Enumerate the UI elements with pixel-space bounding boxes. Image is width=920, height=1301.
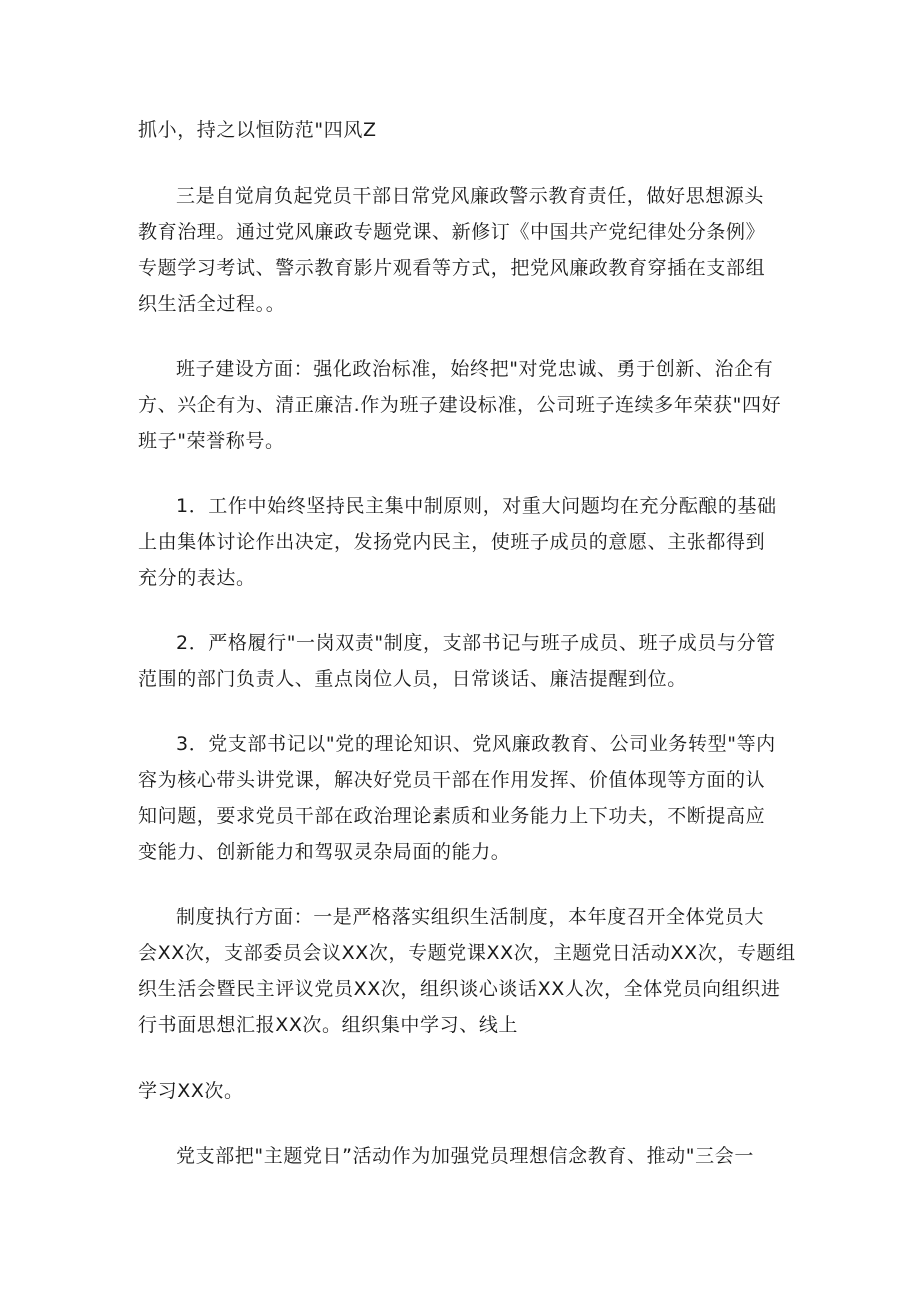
paragraph-line: 容为核心带头讲党课，解决好党员干部在作用发挥、价值体现等方面的认 [138, 769, 766, 791]
paragraph-line: 班子建设方面：强化政治标准，始终把"对党忠诚、勇于创新、治企有 [176, 358, 774, 380]
paragraph-line: 班子"荣誉称号。 [138, 430, 285, 452]
paragraph-line: 行书面思想汇报XX次。组织集中学习、线上 [138, 1014, 519, 1036]
paragraph-line: 3．党支部书记以"党的理论知识、党风廉政教育、公司业务转型"等内 [176, 733, 776, 755]
paragraph-line: 方、兴企有为、清正廉洁.作为班子建设标准，公司班子连续多年荣获"四好 [138, 394, 782, 416]
paragraph-line: 制度执行方面：一是严格落实组织生活制度，本年度召开全体党员大 [176, 906, 765, 928]
paragraph-line: 抓小，持之以恒防范"四风Z [138, 119, 377, 141]
paragraph-line: 专题学习考试、警示教育影片观看等方式，把党风廉政教育穿插在支部组 [138, 257, 766, 279]
paragraph-line: 1．工作中始终坚持民主集中制原则，对重大问题均在充分酝酿的基础 [176, 495, 777, 517]
paragraph-line: 学习XX次。 [138, 1080, 244, 1102]
paragraph-line: 上由集体讨论作出决定，发扬党内民主，使班子成员的意愿、主张都得到 [138, 531, 766, 553]
paragraph-line: 知问题，要求党员干部在政治理论素质和业务能力上下功夫，不断提高应 [138, 805, 766, 827]
paragraph-line: 党支部把"主题党日”活动作为加强党员理想信念教育、推动"三会一 [176, 1145, 754, 1167]
paragraph-line: 2．严格履行"一岗双责"制度，支部书记与班子成员、班子成员与分管 [176, 632, 776, 654]
paragraph-line: 充分的表达。 [138, 567, 256, 589]
paragraph-line: 变能力、创新能力和驾驭灵杂局面的能力。 [138, 841, 511, 863]
paragraph-line: 会XX次，支部委员会议XX次，专题党课XX次，主题党日活动XX次，专题组 [138, 942, 796, 964]
paragraph-line: 织生活全过程。。 [138, 293, 286, 315]
paragraph-line: 教育治理。通过党风廉政专题党课、新修订《中国共产党纪律处分条例》 [138, 221, 766, 243]
paragraph-line: 织生活会暨民主评议党员XX次，组织谈心谈话XX人次，全体党员向组织进 [138, 978, 781, 1000]
paragraph-line: 三是自觉肩负起党员干部日常党风廉政警示教育责任，做好思想源头 [176, 185, 765, 207]
paragraph-line: 范围的部门负责人、重点岗位人员，日常谈话、廉洁提醒到位。 [138, 668, 687, 690]
